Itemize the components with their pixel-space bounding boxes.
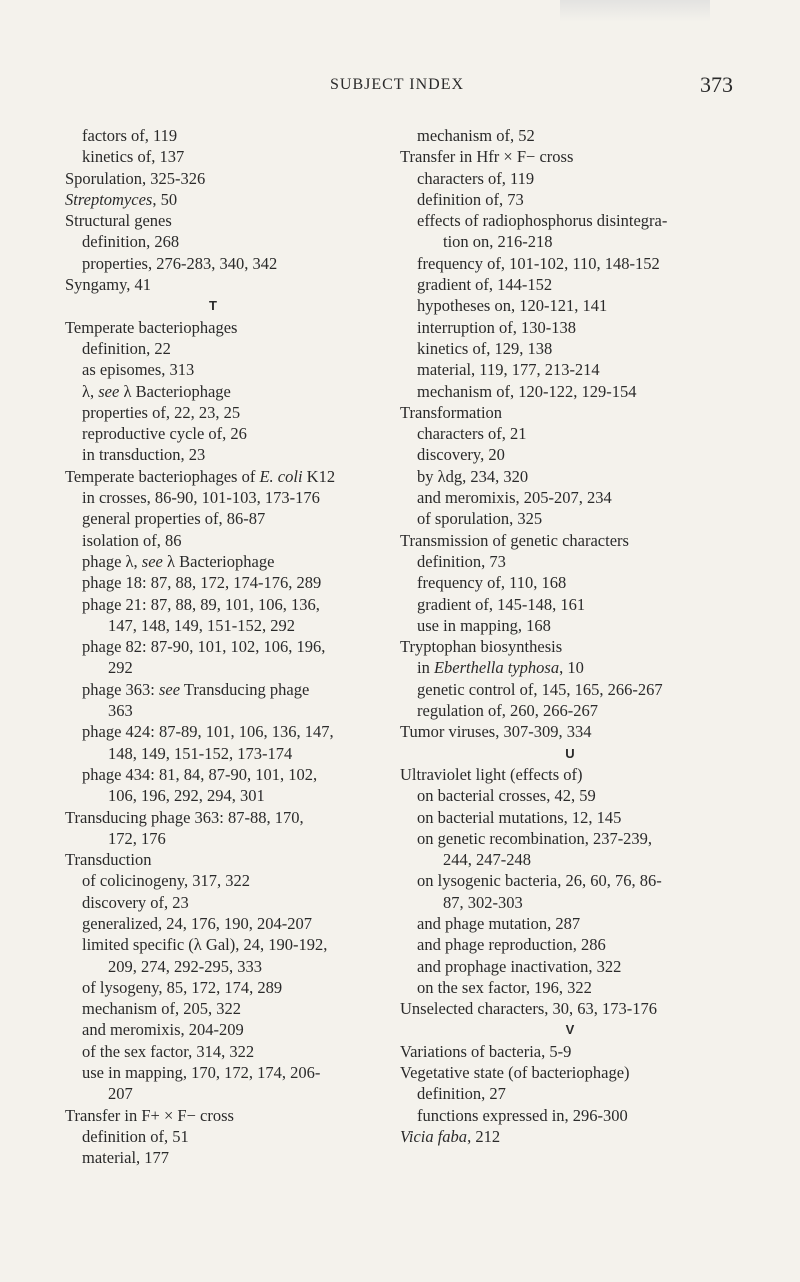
index-heading: Temperate bacteriophages of E. coli K12 <box>65 466 336 486</box>
index-heading: Transducing phage 363: 87-88, 170, <box>65 807 304 827</box>
index-subentry: on the sex factor, 196, 322 <box>417 977 592 997</box>
index-subentry: 244, 247-248 <box>443 850 531 870</box>
index-subentry: regulation of, 260, 266-267 <box>417 701 599 721</box>
index-subentry: λ, see λ Bacteriophage <box>82 381 231 401</box>
index-heading: Vegetative state (of bacteriophage) <box>400 1063 630 1083</box>
index-subentry: generalized, 24, 176, 190, 204-207 <box>82 913 313 933</box>
index-subentry: frequency of, 101-102, 110, 148-152 <box>417 253 660 273</box>
index-subentry: reproductive cycle of, 26 <box>82 424 247 444</box>
index-subentry: definition of, 73 <box>417 189 524 209</box>
index-subentry: effects of radiophosphorus disintegra- <box>417 211 668 231</box>
index-subentry: discovery, 20 <box>417 445 505 465</box>
index-subentry: and phage reproduction, 286 <box>417 935 606 955</box>
index-heading: Structural genes <box>65 211 172 231</box>
index-subentry: on genetic recombination, 237-239, <box>417 828 653 848</box>
index-subentry: general properties of, 86-87 <box>82 509 266 529</box>
index-subentry: gradient of, 145-148, 161 <box>417 594 586 614</box>
index-heading: Transfer in F+ × F− cross <box>65 1105 234 1125</box>
index-subentry: use in mapping, 168 <box>417 615 551 635</box>
index-subentry: definition, 27 <box>417 1084 506 1104</box>
index-subentry: by λdg, 234, 320 <box>417 466 529 486</box>
index-subentry: definition, 22 <box>82 338 171 358</box>
index-subentry: mechanism of, 52 <box>417 126 535 145</box>
index-subentry: 292 <box>108 658 133 678</box>
index-subentry: on lysogenic bacteria, 26, 60, 76, 86- <box>417 871 662 891</box>
running-head: SUBJECT INDEX <box>330 76 465 93</box>
index-subentry: isolation of, 86 <box>82 530 182 550</box>
index-subentry: in crosses, 86-90, 101-103, 173-176 <box>82 488 320 508</box>
index-heading: Syngamy, 41 <box>65 275 152 295</box>
index-subentry: material, 177 <box>82 1148 170 1168</box>
index-subentry: phage 424: 87-89, 101, 106, 136, 147, <box>82 722 334 742</box>
index-subentry: 87, 302-303 <box>443 892 523 912</box>
index-subentry: 147, 148, 149, 151-152, 292 <box>108 615 295 635</box>
index-subentry: properties of, 22, 23, 25 <box>82 402 241 422</box>
index-subentry: characters of, 21 <box>417 424 527 444</box>
index-subentry: and phage mutation, 287 <box>417 913 581 933</box>
index-subentry: 106, 196, 292, 294, 301 <box>108 786 265 806</box>
index-heading: Transmission of genetic characters <box>400 530 629 550</box>
index-heading: Transduction <box>65 850 152 870</box>
index-heading: Tryptophan biosynthesis <box>400 637 563 657</box>
index-subentry: of the sex factor, 314, 322 <box>82 1041 255 1061</box>
index-subentry: genetic control of, 145, 165, 266-267 <box>417 679 663 699</box>
index-subentry: of sporulation, 325 <box>417 509 543 529</box>
index-subentry: phage 18: 87, 88, 172, 174-176, 289 <box>82 573 322 593</box>
index-heading: Unselected characters, 30, 63, 173-176 <box>400 999 658 1019</box>
index-subentry: and prophage inactivation, 322 <box>417 956 622 976</box>
index-subentry: phage λ, see λ Bacteriophage <box>82 551 275 571</box>
index-heading: Sporulation, 325-326 <box>65 168 206 188</box>
index-subentry: phage 363: see Transducing phage <box>82 679 310 699</box>
index-subentry: definition, 268 <box>82 232 180 252</box>
index-subentry: mechanism of, 120-122, 129-154 <box>417 381 637 401</box>
index-subentry: 148, 149, 151-152, 173-174 <box>108 743 293 763</box>
index-subentry: 172, 176 <box>108 828 166 848</box>
index-subentry: functions expressed in, 296-300 <box>417 1105 628 1125</box>
index-subentry: factors of, 119 <box>82 126 178 145</box>
index-subentry: mechanism of, 205, 322 <box>82 999 242 1019</box>
index-subentry: 209, 274, 292-295, 333 <box>108 956 262 976</box>
section-letter: U <box>565 745 575 761</box>
page-header <box>0 72 800 102</box>
index-column-left <box>65 125 400 1169</box>
index-subentry: phage 82: 87-90, 101, 102, 106, 196, <box>82 637 326 657</box>
index-subentry: on bacterial crosses, 42, 59 <box>417 786 596 806</box>
index-subentry: definition, 73 <box>417 551 506 571</box>
index-subentry: properties, 276-283, 340, 342 <box>82 253 278 273</box>
page-smudge <box>560 0 710 22</box>
index-heading: Temperate bacteriophages <box>65 317 238 337</box>
index-heading: Variations of bacteria, 5-9 <box>400 1041 572 1061</box>
index-subentry: phage 434: 81, 84, 87-90, 101, 102, <box>82 764 318 784</box>
index-subentry: 363 <box>108 701 133 721</box>
index-subentry: limited specific (λ Gal), 24, 190-192, <box>82 935 328 955</box>
index-heading: Tumor viruses, 307-309, 334 <box>400 722 592 742</box>
index-subentry: material, 119, 177, 213-214 <box>417 360 600 380</box>
index-subentry: interruption of, 130-138 <box>417 317 577 337</box>
index-subentry: in Eberthella typhosa, 10 <box>417 658 584 678</box>
index-subentry: on bacterial mutations, 12, 145 <box>417 807 622 827</box>
index-heading: Transfer in Hfr × F− cross <box>400 147 574 167</box>
index-subentry: and meromixis, 204-209 <box>82 1020 244 1040</box>
index-subentry: of lysogeny, 85, 172, 174, 289 <box>82 977 283 997</box>
index-subentry: phage 21: 87, 88, 89, 101, 106, 136, <box>82 594 320 614</box>
index-subentry: use in mapping, 170, 172, 174, 206- <box>82 1063 321 1083</box>
index-subentry: tion on, 216-218 <box>443 232 553 252</box>
section-letter: T <box>209 298 217 314</box>
index-subentry: kinetics of, 129, 138 <box>417 338 553 358</box>
index-subentry: frequency of, 110, 168 <box>417 573 567 593</box>
page-number: 373 <box>700 72 733 97</box>
index-subentry: characters of, 119 <box>417 168 535 188</box>
index-subentry: and meromixis, 205-207, 234 <box>417 488 612 508</box>
index-heading: Vicia faba, 212 <box>400 1126 501 1146</box>
index-heading: Streptomyces, 50 <box>65 189 178 209</box>
section-letter: V <box>565 1022 575 1038</box>
index-subentry: kinetics of, 137 <box>82 147 185 167</box>
index-column-right <box>400 125 745 1147</box>
index-subentry: as episomes, 313 <box>82 360 195 380</box>
index-subentry: definition of, 51 <box>82 1126 189 1146</box>
index-subentry: 207 <box>108 1084 133 1104</box>
index-subentry: of colicinogeny, 317, 322 <box>82 871 251 891</box>
index-heading: Transformation <box>400 402 503 422</box>
index-subentry: gradient of, 144-152 <box>417 275 553 295</box>
index-subentry: in transduction, 23 <box>82 445 206 465</box>
index-subentry: hypotheses on, 120-121, 141 <box>417 296 608 316</box>
index-subentry: discovery of, 23 <box>82 892 189 912</box>
index-heading: Ultraviolet light (effects of) <box>400 764 583 784</box>
